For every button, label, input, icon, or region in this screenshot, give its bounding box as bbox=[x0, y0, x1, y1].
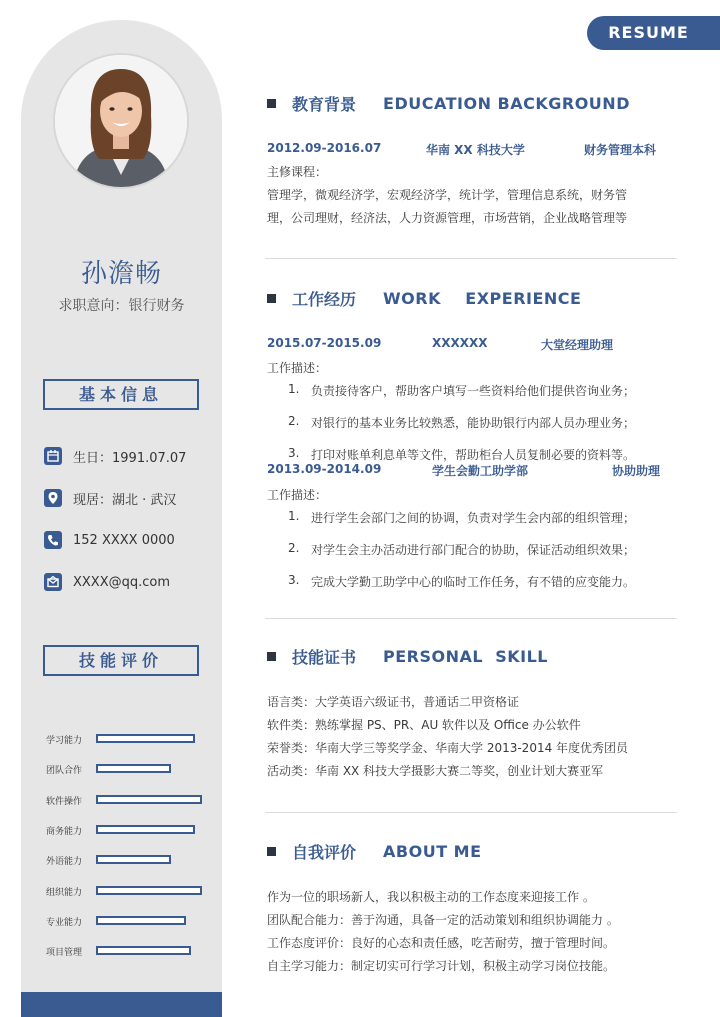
skill-level-bar bbox=[96, 886, 202, 895]
sidebar-footer-bar bbox=[21, 992, 222, 1017]
phone-icon bbox=[44, 531, 62, 549]
skill-rating-row bbox=[46, 823, 216, 837]
work-title-en: WORK EXPERIENCE bbox=[383, 288, 582, 308]
skill-label: 组织能力 bbox=[46, 887, 83, 898]
cert-line: 语言类：大学英语六级证书，普通话二甲资格证 bbox=[267, 695, 520, 709]
about-line: 自主学习能力：制定切实可行学习计划，积极主动学习岗位技能。 bbox=[267, 959, 616, 973]
section-bullet-icon bbox=[267, 294, 276, 303]
skill-level-bar bbox=[96, 764, 171, 773]
skill-rating-row bbox=[46, 732, 216, 746]
skill-level-bar bbox=[96, 855, 171, 864]
calendar-icon bbox=[44, 447, 62, 465]
job-period: 2015.07-2015.09 bbox=[267, 336, 382, 350]
job-org: XXXXXX bbox=[432, 336, 488, 350]
resume-tag: RESUME bbox=[587, 16, 720, 50]
job-period: 2013.09-2014.09 bbox=[267, 462, 382, 476]
job-duty: 完成大学勤工助学中心的临时工作任务，有不错的应变能力。 bbox=[311, 575, 636, 589]
education-section-heading bbox=[267, 92, 630, 114]
job-role: 大堂经理助理 bbox=[541, 338, 614, 352]
education-major: 财务管理本科 bbox=[584, 143, 657, 157]
skill-level-bar bbox=[96, 916, 186, 925]
about-section-heading bbox=[267, 840, 482, 862]
email-icon bbox=[44, 573, 62, 591]
skill-rating-row bbox=[46, 884, 216, 898]
skill-rating-row bbox=[46, 853, 216, 867]
list-number: 1. bbox=[288, 382, 300, 396]
skill-label: 软件操作 bbox=[46, 796, 83, 807]
list-number: 3. bbox=[288, 446, 300, 460]
skill-level-bar bbox=[96, 734, 195, 743]
phone-text: 152 XXXX 0000 bbox=[73, 532, 175, 548]
basic-info-heading: 基本信息 bbox=[43, 379, 199, 410]
skill-label: 项目管理 bbox=[46, 948, 83, 959]
skill-rating-row bbox=[46, 944, 216, 958]
birthday-text: 生日：1991.07.07 bbox=[73, 450, 187, 466]
skill-level-bar bbox=[96, 825, 195, 834]
section-bullet-icon bbox=[267, 847, 276, 856]
job-duty: 对银行的基本业务比较熟悉，能协助银行内部人员办理业务； bbox=[311, 416, 636, 430]
location-text: 现居：湖北 · 武汉 bbox=[73, 492, 177, 508]
section-divider bbox=[265, 618, 677, 619]
job-role: 协助助理 bbox=[612, 464, 661, 478]
skill-label: 外语能力 bbox=[46, 857, 83, 868]
info-birthday bbox=[44, 446, 186, 466]
courses-line: 管理学，微观经济学，宏观经济学，统计学，管理信息系统，财务管 bbox=[267, 188, 628, 202]
skill-cert-section-heading bbox=[267, 645, 548, 667]
courses-line: 理，公司理财，经济法，人力资源管理，市场营销，企业战略管理等 bbox=[267, 211, 628, 225]
section-bullet-icon bbox=[267, 99, 276, 108]
skill-label: 团队合作 bbox=[46, 766, 83, 777]
about-title-cn: 自我评价 bbox=[292, 842, 357, 862]
skill-label: 学习能力 bbox=[46, 736, 83, 746]
job-duty: 对学生会主办活动进行部门配合的协助，保证活动组织效果； bbox=[311, 543, 636, 557]
skill-level-bar bbox=[96, 795, 202, 804]
skill-label: 商务能力 bbox=[46, 826, 83, 837]
info-location bbox=[44, 488, 176, 508]
location-icon bbox=[44, 489, 62, 507]
skills-rating-heading: 技能评价 bbox=[43, 645, 199, 676]
list-number: 3. bbox=[288, 573, 300, 587]
job-intent: 求职意向：银行财务 bbox=[58, 298, 185, 314]
skill-rating-row bbox=[46, 793, 216, 807]
list-number: 2. bbox=[288, 414, 300, 428]
about-line: 工作态度评价：良好的心态和责任感，吃苦耐劳，擅于管理时间。 bbox=[267, 936, 616, 950]
cert-line: 活动类：华南 XX 科技大学摄影大赛二等奖，创业计划大赛亚军 bbox=[267, 764, 604, 778]
section-divider bbox=[265, 258, 677, 259]
work-title-cn: 工作经历 bbox=[292, 289, 357, 309]
courses-label: 主修课程： bbox=[267, 165, 328, 179]
job-duty: 打印对账单利息单等文件，帮助柜台人员复制必要的资料等。 bbox=[311, 448, 636, 462]
info-email bbox=[44, 572, 170, 592]
job-duty: 负责接待客户，帮助客户填写一些资料给他们提供咨询业务； bbox=[311, 384, 636, 398]
list-number: 2. bbox=[288, 541, 300, 555]
candidate-name: 孙澹畅 bbox=[80, 259, 162, 289]
section-bullet-icon bbox=[267, 652, 276, 661]
skill-cert-title-en: PERSONAL SKILL bbox=[383, 646, 548, 666]
skill-cert-title-cn: 技能证书 bbox=[292, 647, 357, 667]
skill-rating-row bbox=[46, 914, 216, 928]
education-title-cn: 教育背景 bbox=[292, 94, 357, 114]
skill-level-bar bbox=[96, 946, 191, 955]
section-divider bbox=[265, 812, 677, 813]
education-title-en: EDUCATION BACKGROUND bbox=[383, 93, 630, 113]
job-desc-label: 工作描述： bbox=[267, 361, 328, 375]
work-section-heading bbox=[267, 287, 581, 309]
info-phone bbox=[44, 530, 175, 550]
about-line: 团队配合能力：善于沟通，具备一定的活动策划和组织协调能力 。 bbox=[267, 913, 619, 927]
job-duty: 进行学生会部门之间的协调，负责对学生会内部的组织管理； bbox=[311, 511, 636, 525]
skill-rating-row bbox=[46, 762, 216, 776]
about-line: 作为一位的职场新人，我以积极主动的工作态度来迎接工作 。 bbox=[267, 890, 595, 904]
cert-line: 软件类：熟练掌握 PS、PR、AU 软件以及 Office 办公软件 bbox=[267, 718, 581, 732]
email-text: XXXX@qq.com bbox=[73, 574, 171, 590]
education-period: 2012.09-2016.07 bbox=[267, 141, 382, 155]
job-desc-label: 工作描述： bbox=[267, 488, 328, 502]
cert-line: 荣誉类：华南大学三等奖学金、华南大学 2013-2014 年度优秀团员 bbox=[267, 741, 629, 755]
job-org: 学生会勤工助学部 bbox=[432, 464, 529, 478]
education-school: 华南 XX 科技大学 bbox=[426, 143, 525, 157]
skill-label: 专业能力 bbox=[46, 917, 83, 928]
about-title-en: ABOUT ME bbox=[383, 841, 482, 861]
profile-photo bbox=[53, 53, 189, 189]
list-number: 1. bbox=[288, 509, 300, 523]
